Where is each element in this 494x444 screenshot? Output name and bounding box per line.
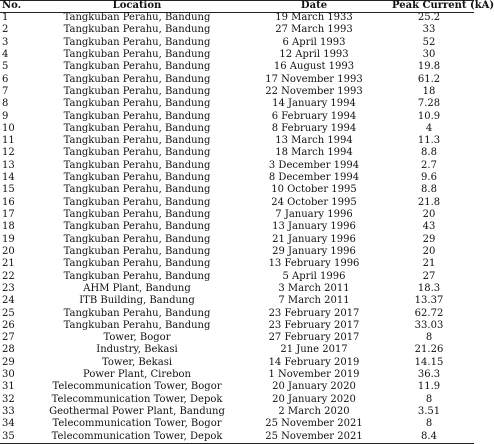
table-row — [0, 431, 474, 443]
cell-peak-current: 10.9 — [417, 110, 441, 122]
cell-location: Tangkuban Perahu, Bandung — [63, 98, 211, 110]
cell-no: 35 — [2, 430, 15, 442]
cell-date: 7 March 2011 — [278, 295, 350, 307]
table-header-row — [0, 0, 494, 12]
cell-no: 19 — [2, 233, 15, 245]
cell-no: 15 — [2, 184, 15, 196]
cell-date: 3 December 1994 — [268, 159, 360, 171]
cell-location: Tangkuban Perahu, Bandung — [63, 184, 211, 196]
cell-location: Tangkuban Perahu, Bandung — [63, 122, 211, 134]
cell-peak-current: 43 — [422, 221, 436, 233]
table-row — [0, 221, 474, 233]
cell-date: 24 October 1995 — [271, 196, 357, 208]
table-row — [0, 308, 474, 320]
cell-date: 23 February 2017 — [268, 307, 360, 319]
cell-location: Tangkuban Perahu, Bandung — [63, 245, 211, 257]
table-row — [0, 111, 474, 123]
cell-peak-current: 33.03 — [414, 319, 444, 331]
table-row — [0, 172, 474, 184]
cell-location: ITB Building, Bandung — [79, 295, 195, 307]
cell-no: 6 — [2, 73, 9, 85]
table-row — [0, 74, 474, 86]
cell-no: 8 — [2, 98, 9, 110]
cell-peak-current: 8.4 — [421, 430, 437, 442]
header-peak-current: Peak Current (kA) — [392, 0, 494, 11]
cell-peak-current: 8 — [425, 418, 433, 430]
cell-peak-current: 20 — [422, 209, 436, 221]
cell-date: 21 June 2017 — [280, 344, 348, 356]
table-row — [0, 283, 474, 295]
cell-location: Tangkuban Perahu, Bandung — [63, 85, 211, 97]
table-row — [0, 184, 474, 196]
cell-no: 18 — [2, 221, 15, 233]
table-row — [0, 24, 474, 36]
cell-location: Tower, Bekasi — [101, 356, 173, 368]
cell-peak-current: 61.2 — [417, 73, 441, 85]
cell-location: Tower, Bogor — [103, 332, 171, 344]
cell-date: 23 February 2017 — [268, 319, 360, 331]
cell-peak-current: 3.51 — [417, 406, 441, 418]
cell-date: 13 February 1996 — [268, 258, 360, 270]
table-row — [0, 160, 474, 172]
table-row — [0, 98, 474, 110]
cell-date: 5 April 1996 — [282, 270, 346, 282]
cell-date: 14 January 1994 — [272, 98, 356, 110]
cell-peak-current: 36.3 — [417, 369, 441, 381]
cell-date: 8 February 1994 — [271, 122, 357, 134]
cell-date: 20 January 2020 — [272, 381, 356, 393]
cell-date: 27 March 1993 — [275, 24, 353, 36]
cell-date: 8 December 1994 — [268, 172, 360, 184]
cell-location: Tangkuban Perahu, Bandung — [63, 233, 211, 245]
cell-location: AHM Plant, Bandung — [83, 282, 191, 294]
cell-date: 13 March 1994 — [275, 135, 353, 147]
cell-no: 9 — [2, 110, 9, 122]
table-row — [0, 357, 474, 369]
header-no: No. — [2, 0, 22, 11]
table-row — [0, 197, 474, 209]
cell-peak-current: 52 — [422, 36, 436, 48]
table-row — [0, 37, 474, 49]
cell-location: Tangkuban Perahu, Bandung — [63, 110, 211, 122]
cell-no: 21 — [2, 258, 15, 270]
cell-peak-current: 19.8 — [417, 61, 441, 73]
cell-date: 29 January 1996 — [272, 245, 356, 257]
cell-no: 5 — [2, 61, 9, 73]
cell-no: 32 — [2, 393, 15, 405]
table-row — [0, 49, 474, 61]
cell-peak-current: 8 — [425, 332, 433, 344]
cell-no: 10 — [2, 122, 15, 134]
cell-location: Tangkuban Perahu, Bandung — [63, 12, 211, 23]
cell-peak-current: 30 — [422, 48, 436, 60]
cell-date: 25 November 2021 — [265, 430, 363, 442]
cell-date: 6 February 1994 — [271, 110, 357, 122]
cell-peak-current: 18.3 — [417, 282, 441, 294]
cell-location: Tangkuban Perahu, Bandung — [63, 147, 211, 159]
cell-date: 25 November 2021 — [265, 418, 363, 430]
cell-no: 33 — [2, 406, 15, 418]
cell-peak-current: 8 — [425, 393, 433, 405]
cell-no: 2 — [2, 24, 9, 36]
cell-location: Telecommunication Tower, Depok — [51, 393, 223, 405]
table-row — [0, 61, 474, 73]
cell-date: 16 August 1993 — [273, 61, 355, 73]
cell-location: Tangkuban Perahu, Bandung — [63, 258, 211, 270]
cell-peak-current: 4 — [425, 122, 433, 134]
cell-no: 11 — [2, 135, 15, 147]
table-row — [0, 209, 474, 221]
cell-no: 13 — [2, 159, 15, 171]
cell-peak-current: 11.3 — [417, 135, 441, 147]
table-row — [0, 320, 474, 332]
cell-no: 34 — [2, 418, 15, 430]
cell-no: 12 — [2, 147, 15, 159]
table-row — [0, 394, 474, 406]
cell-location: Tangkuban Perahu, Bandung — [63, 36, 211, 48]
cell-no: 26 — [2, 319, 15, 331]
cell-no: 29 — [2, 356, 15, 368]
cell-location: Tangkuban Perahu, Bandung — [63, 270, 211, 282]
cell-peak-current: 13.37 — [414, 295, 444, 307]
cell-no: 16 — [2, 196, 15, 208]
cell-date: 21 January 1996 — [272, 233, 356, 245]
cell-date: 22 November 1993 — [265, 85, 363, 97]
cell-location: Telecommunication Tower, Depok — [51, 430, 223, 442]
table-row — [0, 295, 474, 307]
cell-no: 7 — [2, 85, 9, 97]
cell-peak-current: 29 — [422, 233, 436, 245]
cell-location: Industry, Bekasi — [96, 344, 178, 356]
cell-location: Tangkuban Perahu, Bandung — [63, 48, 211, 60]
cell-date: 6 April 1993 — [282, 36, 346, 48]
cell-location: Geothermal Power Plant, Bandung — [49, 406, 225, 418]
cell-location: Power Plant, Cirebon — [83, 369, 191, 381]
cell-no: 24 — [2, 295, 15, 307]
cell-date: 17 November 1993 — [265, 73, 363, 85]
cell-no: 20 — [2, 245, 15, 257]
cell-date: 20 January 2020 — [272, 393, 356, 405]
cell-peak-current: 2.7 — [421, 159, 437, 171]
cell-no: 30 — [2, 369, 15, 381]
cell-peak-current: 27 — [422, 270, 436, 282]
cell-peak-current: 21.8 — [417, 196, 441, 208]
cell-location: Tangkuban Perahu, Bandung — [63, 209, 211, 221]
cell-date: 7 January 1996 — [275, 209, 353, 221]
cell-peak-current: 7.28 — [417, 98, 441, 110]
cell-peak-current: 21 — [422, 258, 436, 270]
header-date: Date — [300, 0, 328, 11]
table-row — [0, 418, 474, 430]
cell-no: 4 — [2, 48, 9, 60]
cell-peak-current: 25.2 — [417, 12, 441, 23]
table-row — [0, 12, 474, 24]
table-row — [0, 86, 474, 98]
cell-date: 18 March 1994 — [275, 147, 353, 159]
cell-date: 13 January 1996 — [272, 221, 356, 233]
cell-date: 3 March 2011 — [278, 282, 350, 294]
table-row — [0, 381, 474, 393]
table-row — [0, 258, 474, 270]
cell-no: 28 — [2, 344, 15, 356]
cell-location: Tangkuban Perahu, Bandung — [63, 24, 211, 36]
cell-location: Telecommunication Tower, Bogor — [52, 381, 222, 393]
cell-date: 12 April 1993 — [279, 48, 349, 60]
table-row — [0, 332, 474, 344]
cell-location: Tangkuban Perahu, Bandung — [63, 172, 211, 184]
cell-location: Tangkuban Perahu, Bandung — [63, 319, 211, 331]
table-row — [0, 344, 474, 356]
cell-no: 22 — [2, 270, 15, 282]
cell-location: Tangkuban Perahu, Bandung — [63, 221, 211, 233]
cell-date: 19 March 1933 — [275, 12, 353, 23]
cell-date: 27 February 2017 — [268, 332, 360, 344]
table-row — [0, 246, 474, 258]
cell-no: 17 — [2, 209, 15, 221]
table-row — [0, 406, 474, 418]
cell-peak-current: 18 — [422, 85, 436, 97]
cell-peak-current: 11.9 — [417, 381, 441, 393]
cell-peak-current: 20 — [422, 245, 436, 257]
cell-no: 3 — [2, 36, 9, 48]
cell-peak-current: 21.26 — [414, 344, 444, 356]
cell-date: 10 October 1995 — [271, 184, 357, 196]
cell-no: 25 — [2, 307, 15, 319]
cell-location: Tangkuban Perahu, Bandung — [63, 135, 211, 147]
cell-peak-current: 33 — [422, 24, 436, 36]
table-row — [0, 271, 474, 283]
cell-no: 27 — [2, 332, 15, 344]
cell-peak-current: 8.8 — [421, 184, 437, 196]
cell-no: 14 — [2, 172, 15, 184]
cell-peak-current: 62.72 — [414, 307, 444, 319]
cell-date: 2 March 2020 — [278, 406, 350, 418]
cell-date: 14 February 2019 — [268, 356, 360, 368]
table-row — [0, 234, 474, 246]
table-row — [0, 147, 474, 159]
cell-no: 1 — [2, 12, 9, 23]
table-row — [0, 123, 474, 135]
cell-peak-current: 8.8 — [421, 147, 437, 159]
cell-no: 31 — [2, 381, 15, 393]
cell-peak-current: 14.15 — [414, 356, 444, 368]
cell-location: Tangkuban Perahu, Bandung — [63, 61, 211, 73]
cell-date: 1 November 2019 — [268, 369, 360, 381]
table-row — [0, 135, 474, 147]
cell-peak-current: 9.6 — [421, 172, 437, 184]
cell-location: Tangkuban Perahu, Bandung — [63, 196, 211, 208]
table-row — [0, 369, 474, 381]
header-location: Location — [112, 0, 162, 11]
cell-no: 23 — [2, 282, 15, 294]
cell-location: Tangkuban Perahu, Bandung — [63, 307, 211, 319]
cell-location: Telecommunication Tower, Bogor — [52, 418, 222, 430]
cell-location: Tangkuban Perahu, Bandung — [63, 73, 211, 85]
cell-location: Tangkuban Perahu, Bandung — [63, 159, 211, 171]
table-body — [0, 12, 474, 443]
